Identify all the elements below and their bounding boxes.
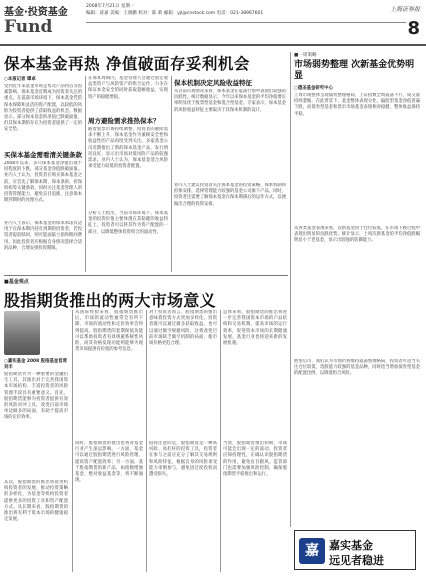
right-para3: 展望后市，我们认为市场仍将维持震荡整理格局，投资者可适当关注仓位较低、选股能力较强的基金品种，同时适当增加债券型基金的配置比例，以降低组合风险。 [294,359,420,377]
harvest-logo-icon: 嘉 [299,538,325,564]
masthead-editors: 编辑：聂嘉 美编：王晓鹏 校对：陈 莉 邮箱：yjl@cnstock.com 电话：021-38967601 [86,11,264,16]
ad-slogan: 远见者稳进 [329,554,384,567]
top-article-col1 [4,76,82,272]
column-divider [72,310,73,572]
right-para1: 上周市场整体呈现弱势整理格局，上证指数全周震荡下行，成交量持续萎缩。在此背景下，基金整体表现分化，偏股型基金净值普遍下跌，而债券型基金和货币市场基金表现相对稳健，整体收益保持平稳。 [294,93,420,117]
lower-article-byline: ○嘉实基金 2008 股指基金首席 刘丰 [4,359,68,370]
right-column-byline: ○德圣基金研究中心 [294,86,333,91]
middle-para1: 在保本周期内，基金管理人会通过固定收益类资产与风险资产的组合运作，力争在保证本金安全的同时获取超额收益，实现资产的稳健增值。 [88,76,168,100]
author-photo [4,311,40,355]
lower-article-col2 [75,310,143,572]
top-article-para3: 业内人士表示，保本基金的保本承诺仅适用于在保本期内持有到期的投资者，若投资者提前赎回，则可能面临亏损和赎回费用。因此投资者应根据自身情况选择合适的品种，合理安排投资期限。 [4,221,82,251]
right-column-tag: ■一周策略 [294,53,317,58]
top-article-byline: ○本报记者 谭卓 [4,77,36,82]
lower-article-col1 [4,358,68,572]
lower-article-col3 [149,310,217,572]
column-divider [146,310,147,572]
section-divider [4,275,288,276]
section-title: 基金·投资基金 [4,7,68,18]
lower-article-col4 [223,310,287,572]
lower-col3-para1: 对于投资者而言，股指期货的推出意味着投资方式更加多样化。投资者既可以通过做多获取收益，也可以通过做空规避风险，这将改变目前市场缺乏做空机制的局面，使市场价格更趋合理。 [149,310,217,347]
top-article-subhead1: 买保本基金需看清关键条款 [4,151,82,159]
top-article-para1: 受到近年来基金市场走势及产品特点等因素影响，保本基金近期成为投资者关注的重点。在震荡市场环境下，保本基金凭借保本保障和灵活的资产配置，以较低的风险为投资者提供了获取收益的机会。数据显示，部分保本基金的净值已跌破面值，但其保本期的存在为投资者提供了一定的安全垫。 [4,84,82,133]
section-fund-label: Fund [4,17,53,37]
lower-col4-para1: 总体来看，股指期货的推出将进一步完善我国资本市场的产品结构和交易机制，提高市场的运行效率，促进资本市场的长期健康发展。基金行业也将迎来新的发展机遇。 [223,310,287,347]
masthead-info [86,3,336,17]
masthead-rule [86,22,406,23]
lower-col2-para1: 从国际经验来看，股指期货推出后，市场的波动性通常会有所下降，市场的流动性和定价效率会得到提高。股指期货的套期保值功能可以帮助投资者有效规避系统性风险，而其价格发现功能则能够为现货市场提供有价值的参考信息。 [75,310,143,353]
lower-col1-top-text [44,311,68,355]
right-column-headline: 市场弱势整理 次新基金优势明显 [294,60,415,81]
ad-brand-name: 嘉实基金 [329,539,373,552]
column-divider [171,76,172,272]
top-article-para2: 2008年以来，多只保本基金净值出现不同程度的下跌，部分基金净值跌破面值。业内人士认为，投资者在购买保本基金之前，应首先了解保本期、保本条款、担保机构等关键条款，同时关注基金管理人的投资管理能力，避免盲目追涨，注意保本期到期时的处理方式。 [4,161,82,204]
masthead-date: 2008年7月21日 星期一 [86,4,135,9]
lower-col4-para2: 当然，股指期货推出初期，市场可能会出现一定的波动，投资者应保持理性，正确认识股指期货的作用，避免盲目跟风。监管部门也需要加强风险控制，确保股指期货平稳推出和运行。 [223,441,287,478]
page-number: 8 [407,18,420,39]
right-para2: 从各类基金表现来看，次新基金由于仓位较低，在市场下跌过程中表现出明显的抗跌优势。统计显示，上周次新基金的平均净值跌幅明显小于老基金，显示出较强的防御能力。 [294,226,420,244]
lower-para1: 股指期货作为一种重要的金融衍生工具，其推出对于完善我国资本市场结构、丰富投资者的风险管理手段具有重要意义。首先，股指期货能够为投资者提供有效的风险对冲工具，改变目前市场单边做多的局面，有助于提高市场的定价效率。 [4,372,68,421]
masthead [0,0,426,46]
lower-article-tag: ■基金观点 [4,279,29,285]
newspaper-name: 上海证券报 [389,6,420,13]
third-subhead: 保本机制决定风险收益特征 [174,79,252,87]
middle-subhead: 周方避险需求推热保本？ [88,117,160,125]
middle-para3: 分析人士指出，当前市场环境下，保本基金的投资价值主要体现在其稳健的收益特征上，投资者可以将其作为资产配置的一部分，以降低整体投资组合的波动性。 [88,211,168,235]
lower-para2: 其次，股指期货的推出将促进机构投资者的发展，推动投资策略的多样化，为基金等机构投资者提供更多的投资工具和资产配置方式。从长期来看，股指期货的推出将有利于资本市场的健康稳定发展。 [4,480,68,523]
top-article-col2 [88,76,168,272]
lower-col2-para2: 同时，股指期货的推出也将对基金行业产生深远影响。一方面，基金可以通过股指期货进行风险管理，提高资产配置效率；另一方面，基于股指期货的新产品，如指数增强基金、绝对收益基金等，将不断涌现。 [75,441,143,484]
column-divider [85,76,86,272]
top-article-col3 [174,76,286,272]
column-divider [220,310,221,572]
lower-col3-para2: 值得注意的是，股指期货是一种高风险、高杠杆的投资工具，投资者在参与之前应充分了解其交易规则和风险特征，根据自身的风险承受能力审慎参与，避免因过度投机而遭受损失。 [149,441,217,478]
right-column-divider [290,52,291,527]
right-column [294,52,420,526]
third-para2: 业内人士建议投资者关注保本基金的投资策略、保本机制和担保安排，选择管理能力较强的基金公司旗下产品。同时，投资者还需要了解保本基金在保本期满后的运作方式，以便做出合理的投资安排。 [174,183,286,207]
top-article-headline: 保本基金再热 净值破面存妥利机会 [4,55,250,73]
advertisement-box[interactable] [294,530,416,570]
third-para1: 从目前市场情况来看，保本基金在震荡行情中表现出较强的抗跌性。统计数据显示，今年以来保本基金的平均净值增长率明显优于股票型基金和混合型基金。专家表示，保本基金的风险收益特征主要取决于其保本机制的设计。 [174,89,286,113]
lower-article-headline: 股指期货推出的两大市场意义 [4,291,216,310]
middle-para2: 随着股票市场持续调整，投资者的避险需求不断上升，保本基金作为兼顾安全性和收益性的产品再度受到关注。多家基金公司近期推出了新的保本基金产品，发行情况良好，显示出市场对低风险产品的较强需求。业内人士认为，保本基金适合风险承受能力较低的投资者配置。 [88,127,168,170]
